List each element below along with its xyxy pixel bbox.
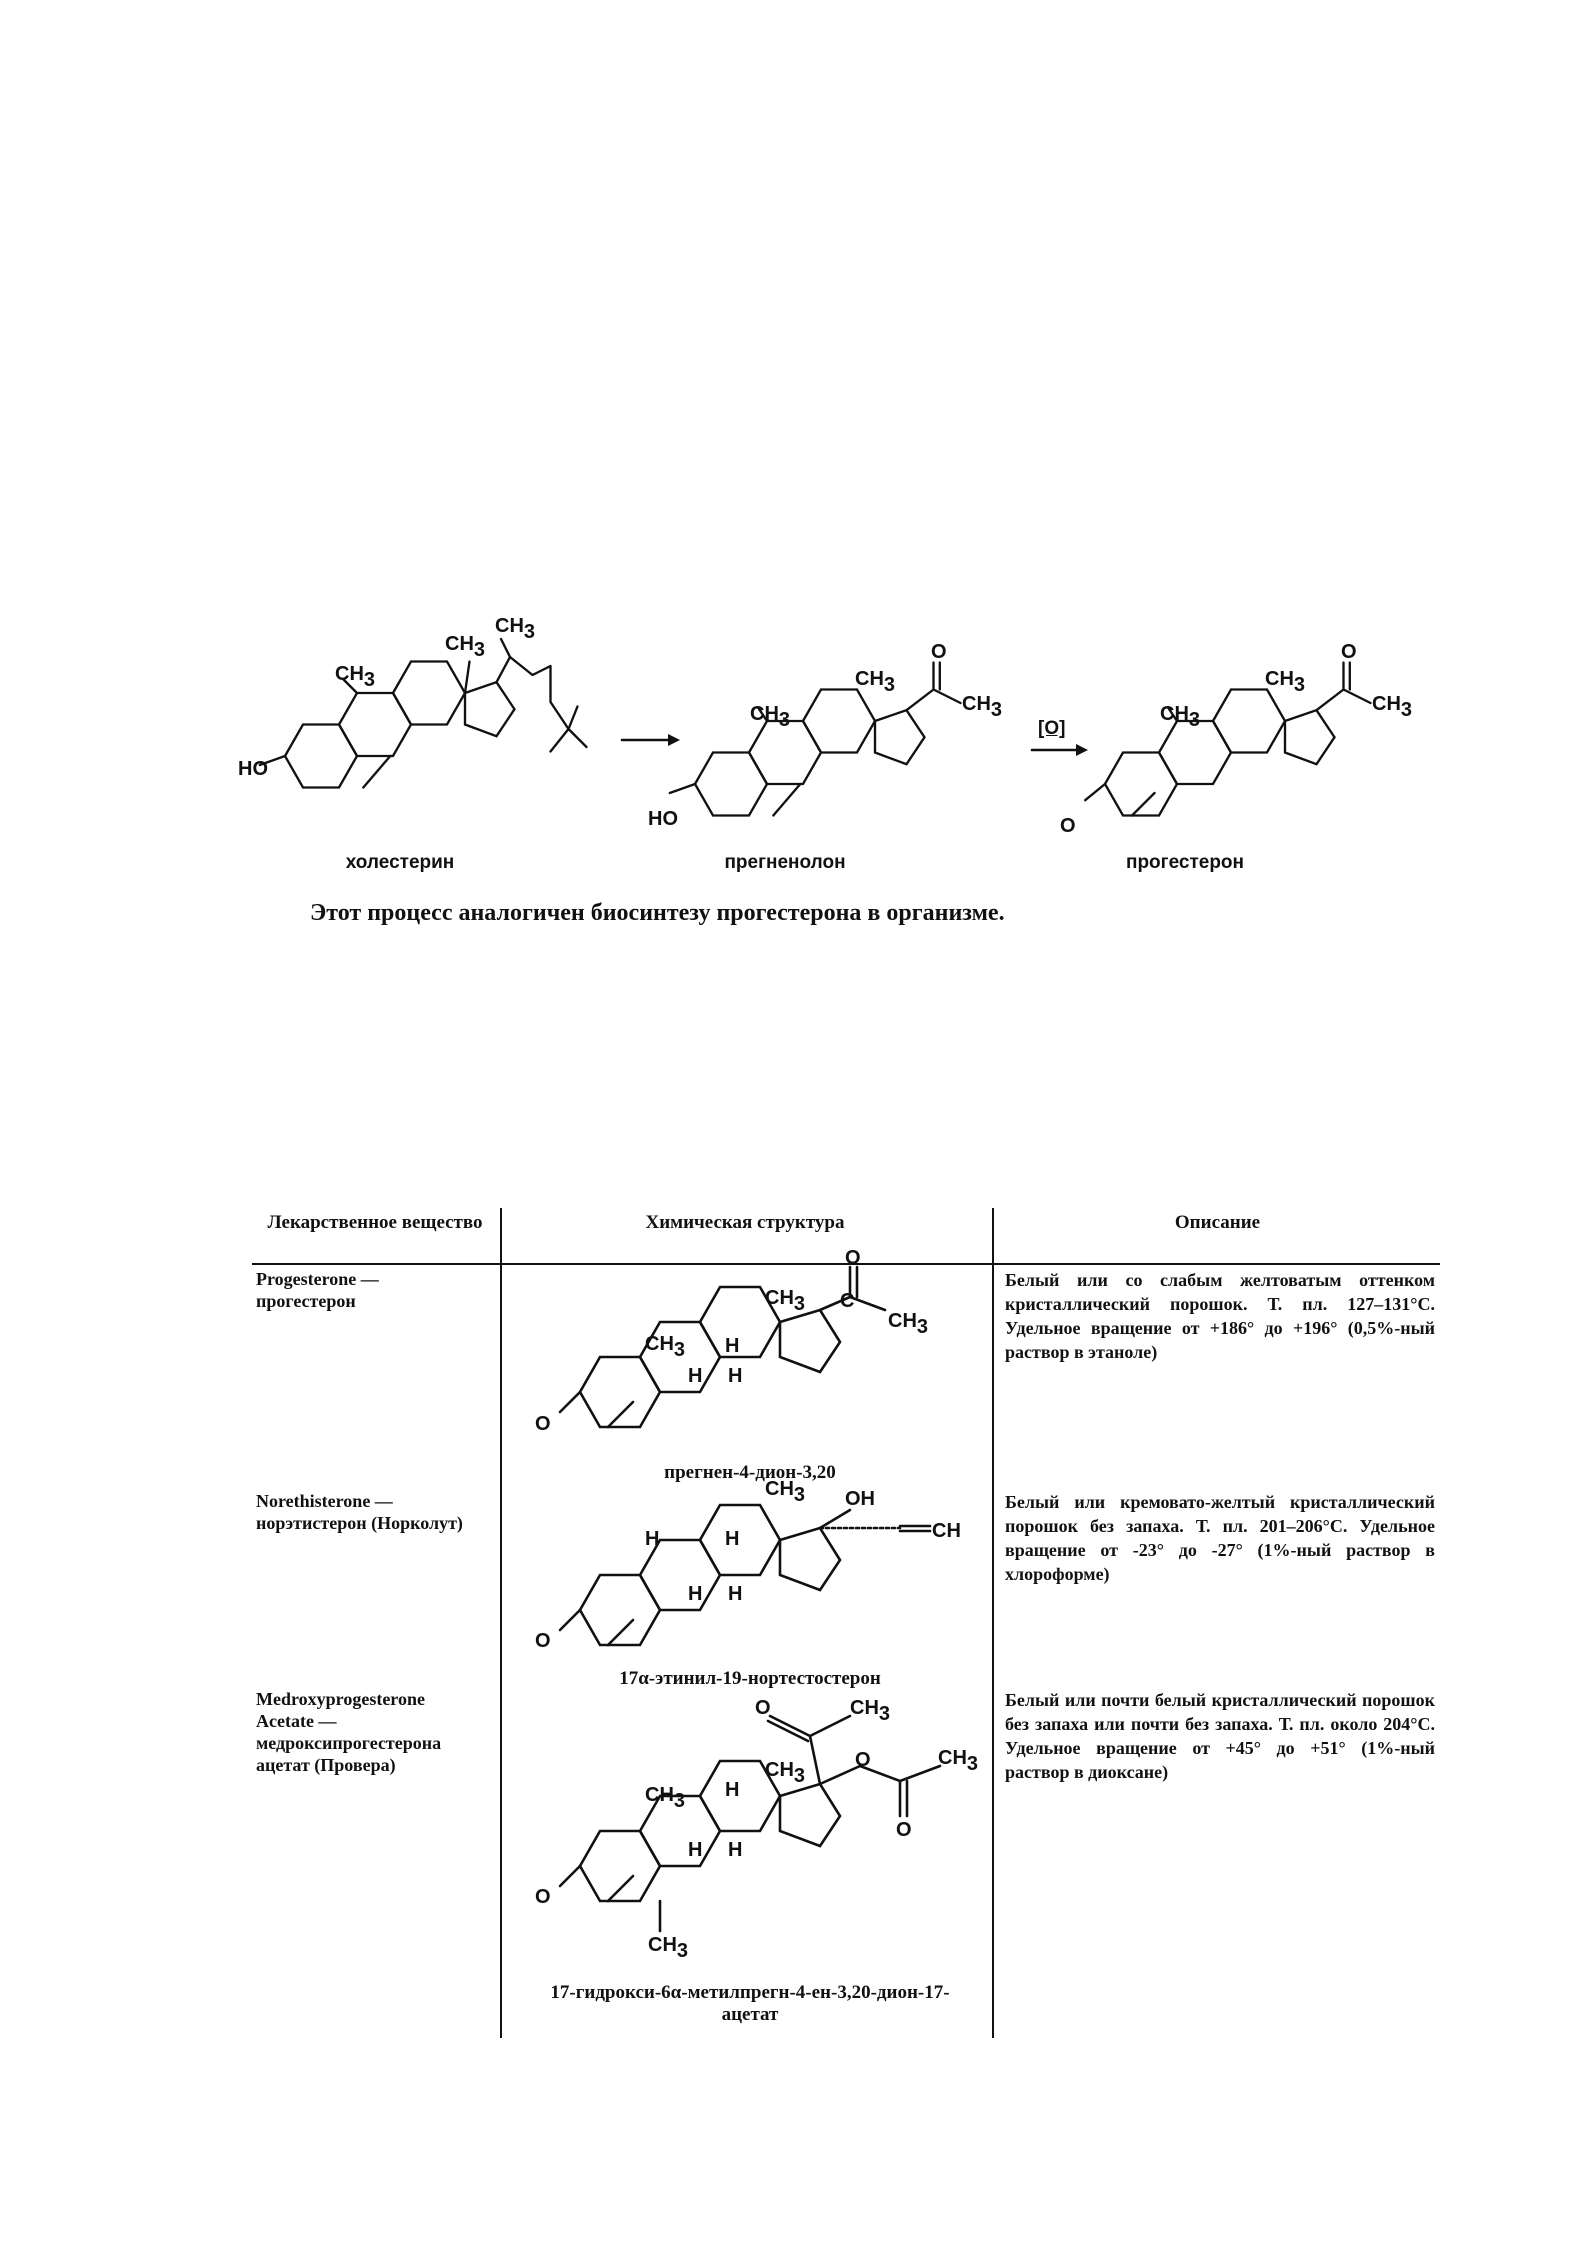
subscript-3: 3 xyxy=(523,621,536,643)
atom-label: HO xyxy=(238,758,268,780)
table-row-iupac: прегнен-4-дион-3,20 xyxy=(664,1462,836,1483)
atom-label: H xyxy=(728,1365,743,1387)
atom-label: CH3 xyxy=(765,1287,806,1315)
table-row-description: Белый или со слабым желтоватым оттенком кристаллический порошок. Т. пл. 127–131°С. Удельное вращение от +186° до +196° (0,5%-ный раствор в этаноле) xyxy=(1005,1270,1435,1362)
pregnenolone-structure xyxy=(650,640,1030,840)
subscript-3: 3 xyxy=(966,1753,979,1775)
atom-label: CH3 xyxy=(645,1333,686,1361)
atom-label: CH3 xyxy=(850,1697,891,1725)
scheme-note: Этот процесс аналогичен биосинтезу прогестерона в организме. xyxy=(310,900,1005,926)
column-divider xyxy=(992,1208,994,2038)
progesterone-structure xyxy=(520,1247,990,1462)
atom-label: H xyxy=(728,1583,743,1605)
cholesterol-label: холестерин xyxy=(345,852,455,873)
atom-label: CH3 xyxy=(888,1310,929,1338)
cholesterol-structure xyxy=(238,615,600,820)
progesterone-structure xyxy=(1060,640,1440,840)
table-row-iupac: 17-гидрокси-6α-метилпрегн-4-ен-3,20-дион-17-ацетат xyxy=(550,1982,950,2025)
subscript-3: 3 xyxy=(883,674,896,696)
subscript-3: 3 xyxy=(916,1316,929,1338)
atom-label: OH xyxy=(845,1488,875,1510)
subscript-3: 3 xyxy=(673,1790,686,1812)
atom-label: O xyxy=(755,1697,771,1719)
atom-label: CH3 xyxy=(645,1784,686,1812)
norethisterone-structure xyxy=(520,1478,990,1675)
atom-label: O xyxy=(931,641,947,663)
progesterone-label: прогестерон xyxy=(1125,852,1245,873)
subscript-3: 3 xyxy=(1188,709,1201,731)
table-header-substance: Лекарственное вещество xyxy=(267,1212,483,1233)
subscript-3: 3 xyxy=(778,709,791,731)
atom-label: CH3 xyxy=(495,615,536,643)
column-divider xyxy=(500,1208,502,2038)
subscript-3: 3 xyxy=(793,1765,806,1787)
atom-label: CH3 xyxy=(855,668,896,696)
subscript-3: 3 xyxy=(990,699,1003,721)
atom-label: CH xyxy=(932,1520,961,1542)
atom-label: H xyxy=(645,1528,660,1550)
subscript-3: 3 xyxy=(473,639,486,661)
atom-label: O xyxy=(896,1819,912,1841)
table-row-name: Progesterone — прогестерон xyxy=(256,1269,379,1311)
subscript-3: 3 xyxy=(1293,674,1306,696)
atom-label: O xyxy=(535,1630,551,1652)
atom-label: O xyxy=(1341,641,1357,663)
atom-label: H xyxy=(688,1365,703,1387)
table-row-description: Белый или почти белый кристаллический порошок без запаха или почти без запаха. Т. пл. около 204°С. Удельное вращение от +45° до +51° (1%-ный раствор в диоксане) xyxy=(1005,1690,1435,1782)
atom-label: O xyxy=(535,1886,551,1908)
subscript-3: 3 xyxy=(676,1940,689,1962)
pregnenolone-label: прегненолон xyxy=(724,852,846,873)
atom-label: CH3 xyxy=(750,703,791,731)
atom-label: CH3 xyxy=(1265,668,1306,696)
atom-label: H xyxy=(725,1335,740,1357)
subscript-3: 3 xyxy=(1400,699,1413,721)
atom-label: H xyxy=(725,1528,740,1550)
atom-label: CH3 xyxy=(938,1747,979,1775)
atom-label: CH3 xyxy=(962,693,1003,721)
table-row-name: Norethisterone — норэтистерон (Норколут) xyxy=(256,1491,463,1533)
subscript-3: 3 xyxy=(673,1339,686,1361)
atom-label: H xyxy=(688,1839,703,1861)
table-header-description: Описание xyxy=(1174,1212,1261,1233)
subscript-3: 3 xyxy=(878,1703,891,1725)
subscript-3: 3 xyxy=(363,669,376,691)
atom-label: H xyxy=(728,1839,743,1861)
atom-label: HO xyxy=(648,808,678,830)
atom-label: CH3 xyxy=(335,663,376,691)
table-header-structure: Химическая структура xyxy=(645,1212,845,1233)
subscript-3: 3 xyxy=(793,1293,806,1315)
subscript-3: 3 xyxy=(793,1484,806,1506)
table-row-iupac: 17α-этинил-19-нортестостерон xyxy=(619,1668,881,1689)
atom-label: CH3 xyxy=(1372,693,1413,721)
atom-label: CH3 xyxy=(765,1759,806,1787)
atom-label: O xyxy=(535,1413,551,1435)
table-row-name: Medroxyprogesterone Acetate — медроксипрогестерона ацетат (Провера) xyxy=(256,1689,442,1775)
atom-label: CH3 xyxy=(765,1478,806,1506)
atom-label: H xyxy=(725,1779,740,1801)
atom-label: O xyxy=(855,1749,871,1771)
atom-label: O xyxy=(1060,815,1076,837)
oxidation-label: [O] xyxy=(1038,718,1066,739)
table-row-description: Белый или кремовато-желтый кристаллический порошок без запаха. Т. пл. 201–206°С. Удельное вращение от -23° до -27° (1%-ный раствор в хлороформе) xyxy=(1005,1492,1435,1584)
atom-label: H xyxy=(688,1583,703,1605)
atom-label: O xyxy=(845,1247,861,1269)
atom-label: CH3 xyxy=(445,633,486,661)
atom-label: CH3 xyxy=(1160,703,1201,731)
medroxyprogesterone-acetate-structure xyxy=(520,1686,990,1976)
atom-label: CH3 xyxy=(648,1934,689,1962)
atom-label: C xyxy=(840,1290,855,1312)
